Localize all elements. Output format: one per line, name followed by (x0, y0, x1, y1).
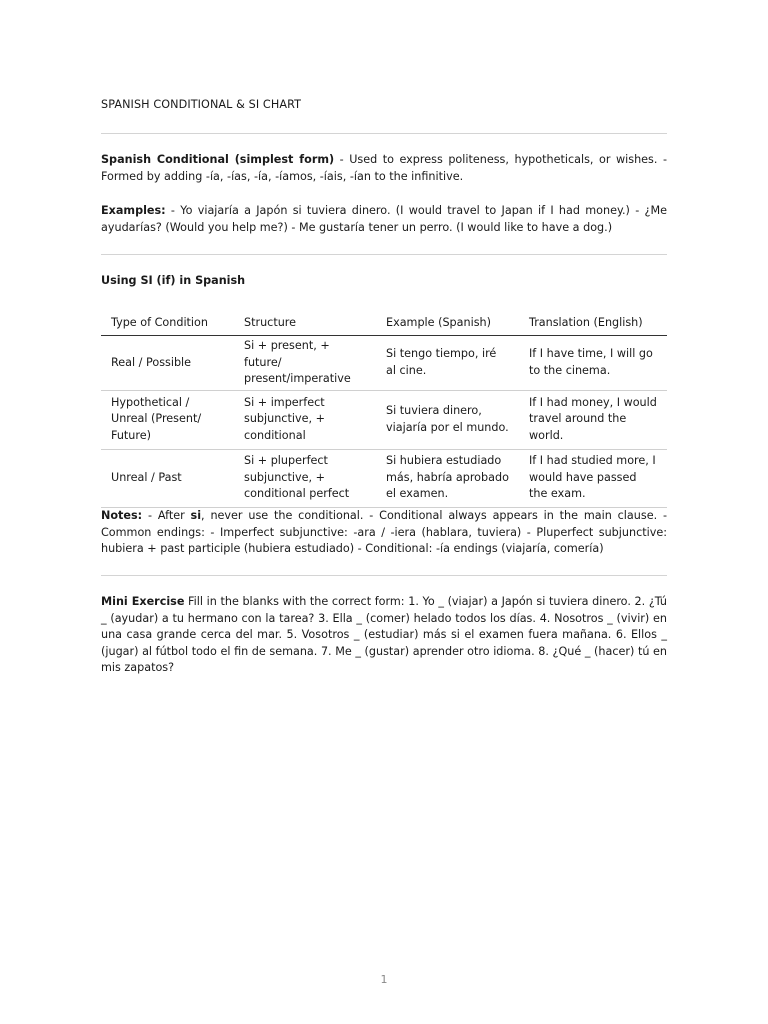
table-cell: If I had money, I would travel around the world. (519, 390, 667, 449)
divider (101, 254, 667, 255)
table-cell: If I had studied more, I would have passed the exam. (519, 449, 667, 507)
notes-heading: Notes: (101, 509, 143, 522)
exercise-heading: Mini Exercise (101, 595, 185, 608)
notes-si-word: si (190, 509, 202, 522)
table-cell: Si tuviera dinero, viajaría por el mundo. (376, 390, 519, 449)
divider (101, 575, 667, 576)
table-cell: Real / Possible (101, 336, 234, 391)
table-cell: Hypothetical / Unreal (Present/ Future) (101, 390, 234, 449)
page-number: 1 (380, 973, 388, 986)
examples-body: - Yo viajaría a Japón si tuviera dinero. (I would travel to Japan if I had money.) - ¿Me ayudarías? (Would you help me?) - Me gustaría tener un perro. (I would like to have a dog.) (101, 204, 667, 234)
document-title: SPANISH CONDITIONAL & SI CHART (101, 98, 302, 111)
divider (101, 133, 667, 134)
conditional-paragraph (101, 152, 667, 185)
table-header-row (101, 311, 667, 336)
notes-paragraph (101, 508, 667, 558)
table-cell: Unreal / Past (101, 449, 234, 507)
table-header-cell: Translation (English) (519, 311, 667, 336)
conditional-body: - Used to express politeness, hypotheticals, or wishes. - Formed by adding -ía, -ías, -ía, -íamos, -íais, -ían to the infinitive. (101, 153, 667, 183)
table-cell: If I have time, I will go to the cinema. (519, 336, 667, 391)
table-header-cell: Example (Spanish) (376, 311, 519, 336)
table-row (101, 390, 667, 449)
table-cell: Si hubiera estudiado más, habría aprobado el examen. (376, 449, 519, 507)
table-cell: Si + present, + future/ present/imperative (234, 336, 376, 391)
exercise-body: Fill in the blanks with the correct form: 1. Yo _ (viajar) a Japón si tuviera dinero. 2. ¿Tú _ (ayudar) a tu hermano con la tarea? 3. Ella _ (comer) helado todos los días. 4. Nosotros _ (vivir) en una casa grande cerca del mar. 5. Vosotros _ (estudiar) más si el examen fuera mañana. 6. Ellos _ (jugar) al fútbol todo el fin de semana. 7. Me _ (gustar) aprender otro idioma. 8. ¿Qué _ (hacer) tú en mis zapatos? (101, 595, 667, 674)
conditional-heading: Spanish Conditional (simplest form) (101, 153, 335, 166)
si-chart-table (101, 311, 667, 508)
examples-heading: Examples: (101, 204, 166, 217)
table-cell: Si + pluperfect subjunctive, + conditional perfect (234, 449, 376, 507)
exercise-paragraph (101, 594, 667, 677)
table-row (101, 449, 667, 507)
si-section-heading: Using SI (if) in Spanish (101, 274, 246, 287)
notes-text-2: , never use the conditional. - Conditional always appears in the main clause. - Common endings: - Imperfect subjunctive: -ara / -iera (hablara, tuviera) - Pluperfect subjunctive: hubiera + past participle (hubiera estudiado) - Conditional: -ía endings (viajaría, comería) (101, 509, 668, 555)
notes-text-1: - After (142, 509, 191, 522)
table-row (101, 336, 667, 391)
table-header-cell: Type of Condition (101, 311, 234, 336)
table-header-cell: Structure (234, 311, 376, 336)
examples-paragraph (101, 203, 667, 236)
table-cell: Si tengo tiempo, iré al cine. (376, 336, 519, 391)
table-cell: Si + imperfect subjunctive, + conditional (234, 390, 376, 449)
